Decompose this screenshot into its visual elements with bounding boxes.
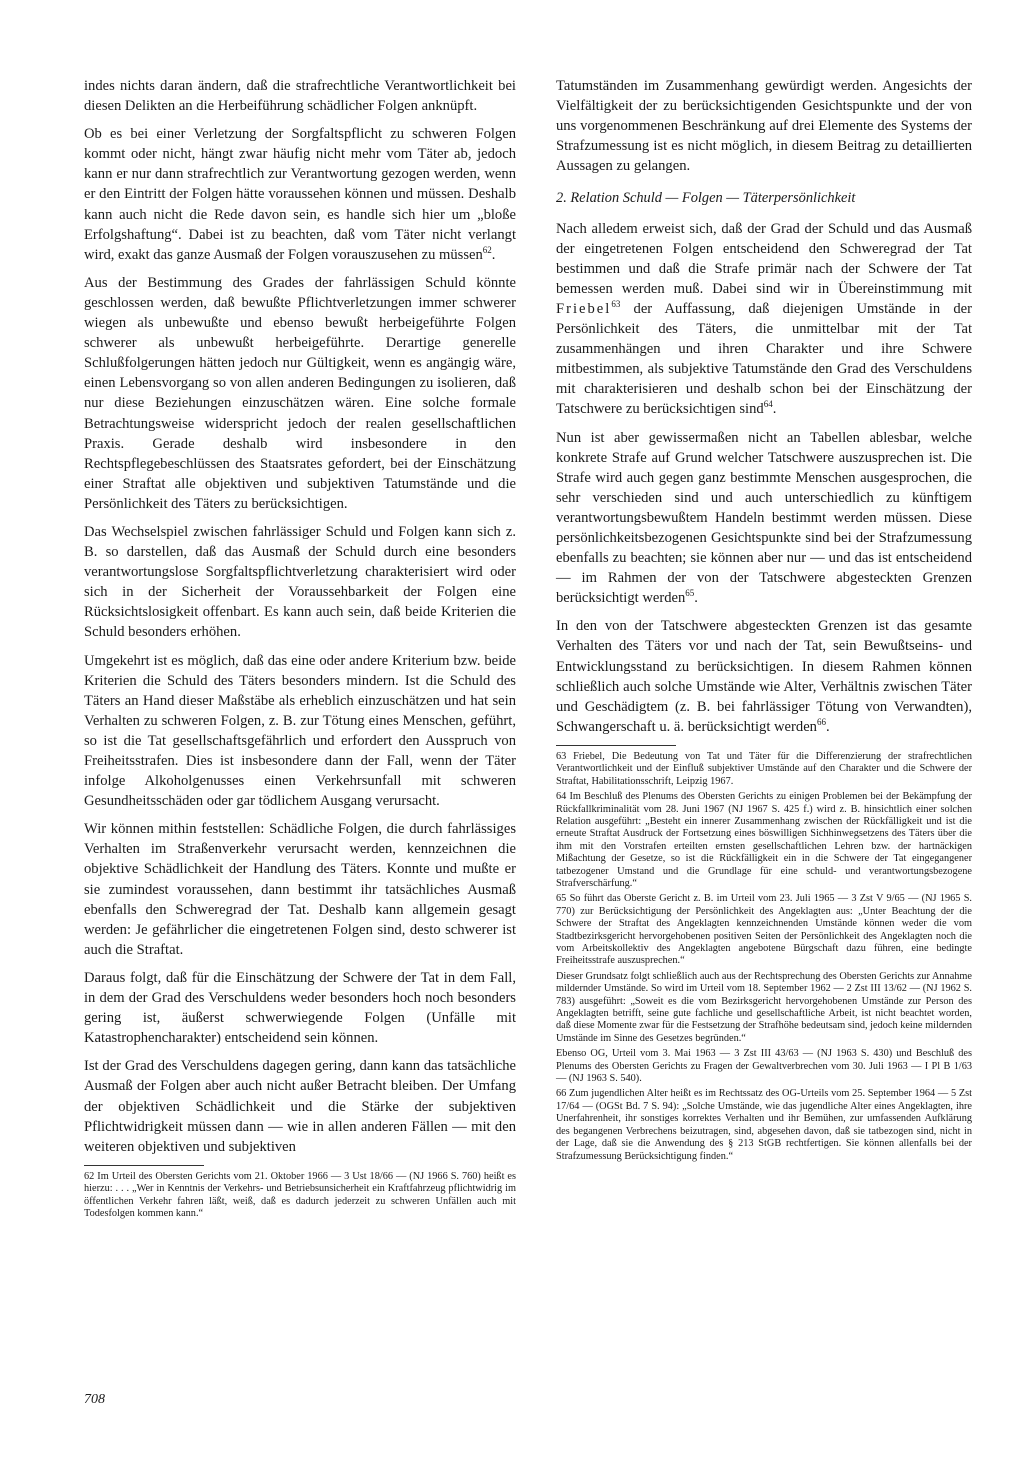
footnote-ref: 63 xyxy=(611,299,621,310)
footnote: 62 Im Urteil des Obersten Gerichts vom 21. Oktober 1966 — 3 Ust 18/66 — (NJ 1966 S. 760) heißt es hierzu: . . . „Wer in Kenntnis der Verkehrs- und Betriebsunsicherheit ein Kraftfahrzeug pflichtwidrig im öffentlichen Verkehr fahren läßt, weiß, daß es dadurch jederzeit zu schweren Unfällen auch mit Todesfolgen kommen kann.“ xyxy=(84,1170,516,1219)
paragraph: Aus der Bestimmung des Grades der fahrlässigen Schuld könnte geschlossen werden, daß bewußte Pflichtverletzungen immer schwerer wiegen als unbewußte und ebenso bewußt herbeigeführte Folgen schwerer als unbewußt herbeigeführte. Derartige generelle Schlußfolgerungen hätten jedoch nur Gültigkeit, wenn es angängig wäre, einen Lebensvorgang so von allen anderen Bedingungen zu isolieren, daß nur diese Beziehungen einzuschätzen wären. Eine solche formale Betrachtungsweise widerspricht jedoch der realen gesellschaftlichen Praxis. Gerade deshalb wird insbesondere in den Rechtspflegebeschlüssen des Staatsrates gefordert, bei der Einschätzung einer Straftat alle objektiven und subjektiven Tatumstände und die Persönlichkeit des Täters zu berücksichtigen. xyxy=(84,274,516,512)
paragraph-with-footnote: Ob es bei einer Verletzung der Sorgfaltspflicht zu schweren Folgen kommt oder nicht, hängt zwar häufig nicht mehr vom Täter ab, jedoch kann er nur dann strafrechtlich zur Verantwortung gezogen werden, wenn er den Eintritt der Folgen hätte voraussehen können und müssen. Deshalb kann auch nicht die Rede davon sein, es handle sich hier um „bloße Erfolgshaftung“. Dabei ist zu beachten, daß vom Täter nicht verlangt wird, exakt das ganze Ausmaß der Folgen vorauszusehen zu müssen$^{62}$. xyxy=(84,126,516,263)
footnote: 64 Im Beschluß des Plenums des Obersten Gerichts zu einigen Problemen bei der Bekämpfung der Rückfallkriminalität vom 28. Juni 1967 (NJ 1967 S. 425 f.) wird z. B. hinsichtlich einer solchen Relation ausgeführt: „Besteht ein innerer Zusammenhang zwischen der Rückfälligkeit und ist die erneute Straftat Ausdruck der Fortsetzung eines böswilligen Sichhinwegsetzens des Täters über die ihm mit den Vorstrafen erteilten ernsten gesellschaftlichen Lehren bzw. der hartnäckigen Mißachtung der Gesetze, so ist die Rückfälligkeit ein in die Schwere der Tat eingegangener tatbezogener Umstand und die Grundlage für eine schuld- und verantwortungsbezogene Strafverschärfung.“ xyxy=(556,791,972,889)
footnote-divider xyxy=(84,1165,204,1166)
left-column xyxy=(84,76,516,1223)
page-number: 708 xyxy=(84,1392,105,1407)
footnote: Dieser Grundsatz folgt schließlich auch aus der Rechtsprechung des Obersten Gerichts zur Annahme mildernder Umstände. So wird im Urteil vom 18. September 1962 — 2 Zst III 13/62 — (NJ 1962 S. 783) ausgeführt: „Soweit es die vom Bezirksgericht hervorgehobenen Umstände zur Person des Angeklagten betrifft, seine gute fachliche und gesellschaftliche Arbeit, ist nicht beachtet worden, daß diese Momente zwar für die Festsetzung der Strafhöhe bedeutsam sind, jedoch keine mildernden Umstände im Sinne des Gesetzes begründen.“ xyxy=(556,970,972,1044)
paragraph: Daraus folgt, daß für die Einschätzung der Schwere der Tat in dem Fall, in dem der Grad des Verschuldens weder besonders hoch noch besonders gering ist, äußerst schwerwiegende Folgen (Unfälle mit Katastrophencharakter) entscheidend sein können. xyxy=(84,969,516,1047)
paragraph-text: der Auffassung, daß diejenigen Umstände in der Persönlichkeit des Täters, die unmittelbar mit der Tat zusammenhängen und ihren Charakter und ihre Schwere mitbestimmen, als subjektive Tatumstände den Grad des Verschuldens mit charakterisieren und deshalb schon bei der Einschätzung der Tatschwere zu berücksichtigen sind xyxy=(556,300,972,418)
right-column xyxy=(556,76,972,1166)
paragraph-with-footnotes: Nach alledem erweist sich, daß der Grad der Schuld und das Ausmaß der eingetretenen Folgen entscheidend den Schweregrad der Tat bestimmen und daß die Strafe primär nach der Schwere der Tat bemessen werden muß. Dabei sind wir in Übereinstimmung mit Friebel$^{63}$ der Auffassung, daß diejenigen Umstände in der Persönlichkeit des Täters, die unmittelbar mit der Tat zusammenhängen und ihren Charakter und ihre Schwere mitbestimmen, als subjektive Tatumstände den Grad des Verschuldens mit charakterisieren und deshalb schon bei der Einschätzung der Tatschwere zu berücksichtigen sind$^{64}$. xyxy=(556,220,972,418)
footnote: 63 Friebel, Die Bedeutung von Tat und Täter für die Differenzierung der strafrechtlichen Verantwortlichkeit und der Einfluß subjektiver Umstände auf den Charakter und die Schwere der Straftat, Habilitationsschrift, Leipzig 1967. xyxy=(556,750,972,787)
paragraph: Ist der Grad des Verschuldens dagegen gering, dann kann das tatsächliche Ausmaß der Folgen aber auch nicht außer Betracht bleiben. Der Umfang der objektiven Schädlichkeit und die Stärke der subjektiven Pflichtwidrigkeit müssen dann — wie in allen anderen Fällen — mit den weiteren objektiven und subjektiven xyxy=(84,1058,516,1155)
paragraph-with-footnote: Nun ist aber gewissermaßen nicht an Tabellen ablesbar, welche konkrete Strafe auf Grund welcher Tatschwere auszusprechen ist. Die Strafe wird auch gegen ganz bestimmte Menschen ausgesprochen, die sehr verschieden sind und auch unterschiedlich zu künftigem verantwortungsbewußtem Handeln bestimmt werden müssen. Diese persönlichkeitsbezogenen Gesichtspunkte sind bei der Strafzumessung ebenfalls zu beachten; sie können aber nur — und das ist entscheidend — im Rahmen der von der Tatschwere abgesteckten Grenzen berücksichtigt werden$^{65}$. xyxy=(556,429,972,607)
paragraph: Umgekehrt ist es möglich, daß das eine oder andere Kriterium bzw. beide Kriterien die Schuld des Täters besonders mindern. Ist die Schuld des Täters an Hand dieser Maßstäbe als erheblich einzuschätzen und hat sein Verhalten zu schweren Folgen, z. B. zur Tötung eines Menschen, geführt, so ist die Tat gesellschaftsgefährlich und erfordert den Ausspruch von Freiheitsstrafen. Dies ist insbesondere dann der Fall, wenn der Täter infolge Alkoholgenusses einen Verkehrsunfall mit schweren Gesundheitsschäden oder gar tödlichem Ausgang verursacht. xyxy=(84,652,516,810)
footnote-ref: 65 xyxy=(685,588,695,599)
paragraph-with-footnote: In den von der Tatschwere abgesteckten Grenzen ist das gesamte Verhalten des Täters vor und nach der Tat, sein Bewußtseins- und Entwicklungsstand zu berücksichtigen. In diesem Rahmen können schließlich auch solche Umstände wie Alter, Verhältnis zwischen Täter und Geschädigtem (z. B. bei fahrlässiger Tötung von Verwandten), Schwangerschaft u. ä. berücksichtigt werden$^{66}$. xyxy=(556,618,972,735)
right-footnotes xyxy=(556,751,972,1163)
paragraph: Wir können mithin feststellen: Schädliche Folgen, die durch fahrlässiges Verhalten im Straßenverkehr verursacht werden, kennzeichnen die objektive Schädlichkeit der Handlung des Täters. Konnte und mußte er sie zumindest voraussehen, dann bestimmt ihr tatsächliches Ausmaß ebenfalls den Schweregrad der Tat. Deshalb kann allgemein gesagt werden: Je gefährlicher die eingetretenen Folgen sind, desto schwerer ist auch die Straftat. xyxy=(84,821,516,958)
author-name: Friebel xyxy=(556,300,612,317)
paragraph: indes nichts daran ändern, daß die strafrechtliche Verantwortlichkeit bei diesen Delikten an die Herbeiführung schädlicher Folgen anknüpft. xyxy=(84,78,516,115)
paragraph: Das Wechselspiel zwischen fahrlässiger Schuld und Folgen kann sich z. B. so darstellen, daß das Ausmaß der Schuld durch eine besonders verantwortungslose Sorgfaltspflichtverletzung charakterisiert wird oder sich in der Sicherheit der Voraussehbarkeit der Folgen eine Rücksichtslosigkeit offenbart. Es kann auch sein, daß beide Kriterien die Schuld besonders erhöhen. xyxy=(84,523,516,641)
left-footnotes xyxy=(84,1171,516,1221)
footnote: 66 Zum jugendlichen Alter heißt es im Rechtssatz des OG-Urteils vom 25. September 1964 — 5 Zst 17/64 — (OGSt Bd. 7 S. 94): „Solche Umstände, wie das jugendliche Alter eines Angeklagten, ihre Unerfahrenheit, ihr sonstiges korrektes Verhalten und ihr Bemühen, zur umfassenden Aufklärung des begangenen Verbrechens beizutragen, sind, abgesehen davon, daß sie tatbezogen sind, nicht in der Lage, daß sie die Anwendung des § 213 StGB rechtfertigen. Sie können allenfalls bei der Strafzumessung Berücksichtigung finden.“ xyxy=(556,1088,972,1162)
footnote-ref: 64 xyxy=(763,399,773,410)
section-heading: 2. Relation Schuld — Folgen — Täterpersönlichkeit xyxy=(556,190,856,207)
left-body xyxy=(84,76,516,1157)
paragraph: Tatumständen im Zusammenhang gewürdigt werden. Angesichts der Vielfältigkeit der zu berücksichtigenden Gesichtspunkte und der von uns vorgenommenen Beschränkung auf drei Elemente des Systems der Strafzumessung ist es nicht möglich, in diesem Beitrag zu detaillierten Aussagen zu gelangen. xyxy=(556,78,972,175)
footnote: 65 So führt das Oberste Gericht z. B. im Urteil vom 23. Juli 1965 — 3 Zst V 9/65 — (NJ 1965 S. 770) zur Berücksichtigung der Persönlichkeit des Angeklagten aus: „Unter Beachtung der die Schwere der Straftat des Angeklagten kennzeichnenden Umstände können weder die vom Stadtbezirksgericht hervorgehobenen positiven Seiten der Persönlichkeit des Angeklagten noch die vom Arbeitskollektiv des Angeklagten angebotene Bürgschaft dazu führen, eine bedingte Freiheitsstrafe auszusprechen.“ xyxy=(556,893,972,967)
paragraph-text: Nun ist aber gewissermaßen nicht an Tabellen ablesbar, welche konkrete Strafe auf Grund welcher Tatschwere auszusprechen ist. Die Strafe wird auch gegen ganz bestimmte Menschen ausgesprochen, die sehr verschieden sind und auch unterschiedlich zu künftigem verantwortungsbewußtem Handeln bestimmt werden müssen. Diese persönlichkeitsbezogenen Gesichtspunkte sind bei der Strafzumessung ebenfalls zu beachten; sie können aber nur — und das ist entscheidend — im Rahmen der von der Tatschwere abgesteckten Grenzen berücksichtigt werden xyxy=(556,429,972,607)
footnote-divider xyxy=(556,745,676,746)
footnote-ref: 62 xyxy=(482,244,492,255)
footnote: Ebenso OG, Urteil vom 3. Mai 1963 — 3 Zst III 43/63 — (NJ 1963 S. 430) und Beschluß des Plenums des Obersten Gerichts zu Fragen der Gewaltverbrechen vom 30. Juli 1963 — I Pl B 1/63 — (NJ 1963 S. 540). xyxy=(556,1048,972,1085)
paragraph-text: In den von der Tatschwere abgesteckten Grenzen ist das gesamte Verhalten des Täters vor und nach der Tat, sein Bewußtseins- und Entwicklungsstand zu berücksichtigen. In diesem Rahmen können schließlich auch solche Umstände wie Alter, Verhältnis zwischen Täter und Geschädigtem (z. B. bei fahrlässiger Tötung von Verwandten), Schwangerschaft u. ä. berücksichtigt werden xyxy=(556,618,972,735)
paragraph-text: Nach alledem erweist sich, daß der Grad der Schuld und das Ausmaß der eingetretenen Folgen entscheidend den Schweregrad der Tat bestimmen und daß die Strafe primär nach der Schwere der Tat bemessen werden muß. Dabei sind wir in Übereinstimmung mit xyxy=(556,220,972,297)
footnote-ref: 66 xyxy=(816,716,826,727)
right-body xyxy=(556,76,972,737)
paragraph-text: Ob es bei einer Verletzung der Sorgfaltspflicht zu schweren Folgen kommt oder nicht, hängt zwar häufig nicht mehr vom Täter ab, jedoch kann er nur dann strafrechtlich zur Verantwortung gezogen werden, wenn er den Eintritt der Folgen hätte voraussehen können und müssen. Deshalb kann auch nicht die Rede davon sein, es handle sich hier um „bloße Erfolgshaftung“. Dabei ist zu beachten, daß vom Täter nicht verlangt wird, exakt das ganze Ausmaß der Folgen vorauszusehen zu müssen xyxy=(84,126,516,263)
